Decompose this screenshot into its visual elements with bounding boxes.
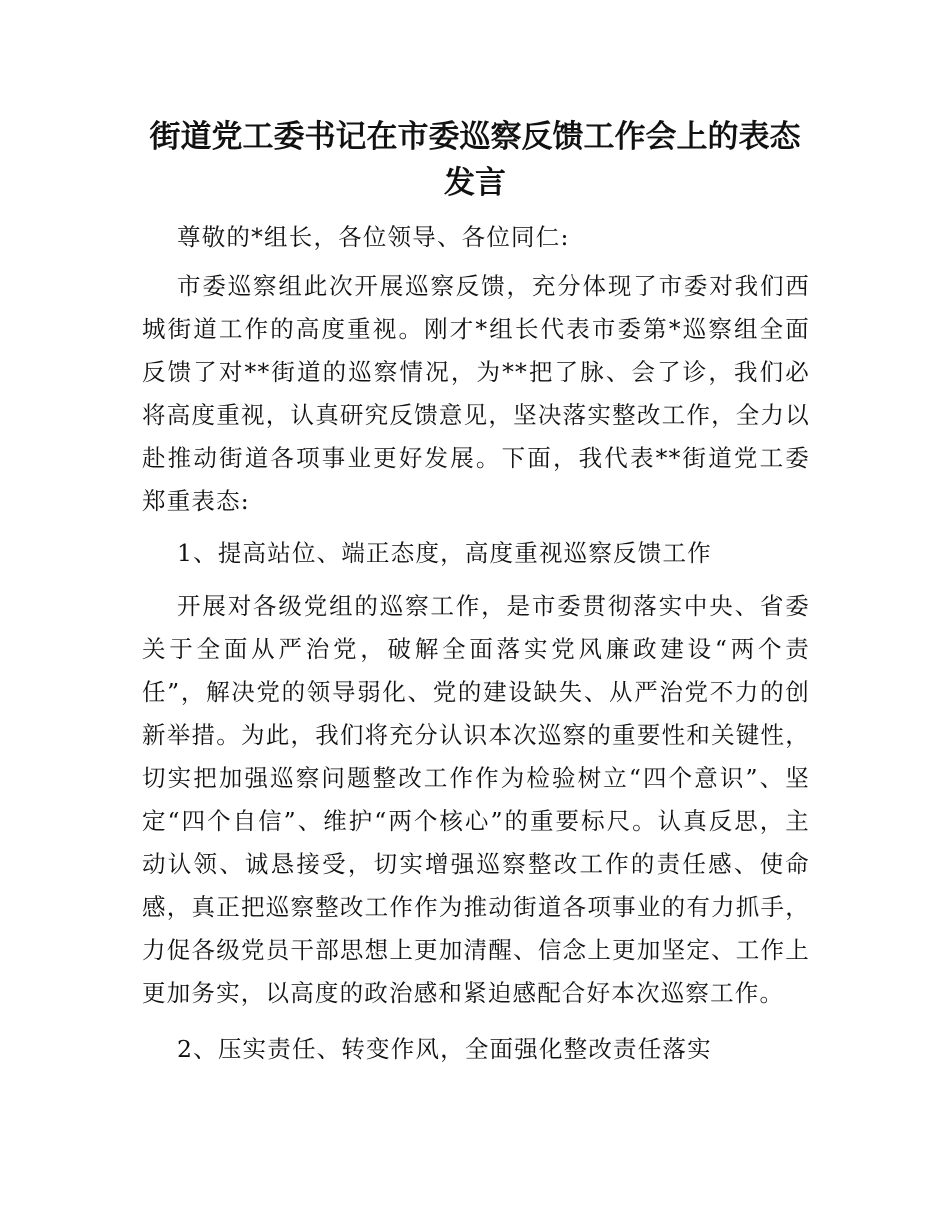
document-title: 街道党工委书记在市委巡察反馈工作会上的表态发言 [149,119,801,201]
paragraph-section-1: 开展对各级党组的巡察工作，是市委贯彻落实中央、省委关于全面从严治党，破解全面落实党风廉政建设“两个责任”，解决党的领导弱化、党的建设缺失、从严治党不力的创新举措。为此，我们将充分认识本次巡察的重要性和关键性，切实把加强巡察问题整改工作作为检验树立“四个意识”、坚定“四个自信”、维护“两个核心”的重要标尺。认真反思，主动认领、诚恳接受，切实增强巡察整改工作的责任感、使命感，真正把巡察整改工作作为推动街道各项事业的有力抓手，力促各级党员干部思想上更加清醒、信念上更加坚定、工作上更加务实，以高度的政治感和紧迫感配合好本次巡察工作。 [142,592,810,1007]
paragraph-intro: 市委巡察组此次开展巡察反馈，充分体现了市委对我们西城街道工作的高度重视。刚才*组长代表市委第*巡察组全面反馈了对**街道的巡察情况，为**把了脉、会了诊，我们必将高度重视，认真研究反馈意见，坚决落实整改工作，全力以赴推动街道各项事业更好发展。下面，我代表**街道党工委郑重表态: [142,272,810,515]
section-heading-2: 2、压实责任、转变作风，全面强化整改责任落实 [177,1035,712,1063]
section-heading-1: 1、提高站位、端正态度，高度重视巡察反馈工作 [177,539,712,567]
salutation: 尊敬的*组长，各位领导、各位同仁: [177,223,570,251]
